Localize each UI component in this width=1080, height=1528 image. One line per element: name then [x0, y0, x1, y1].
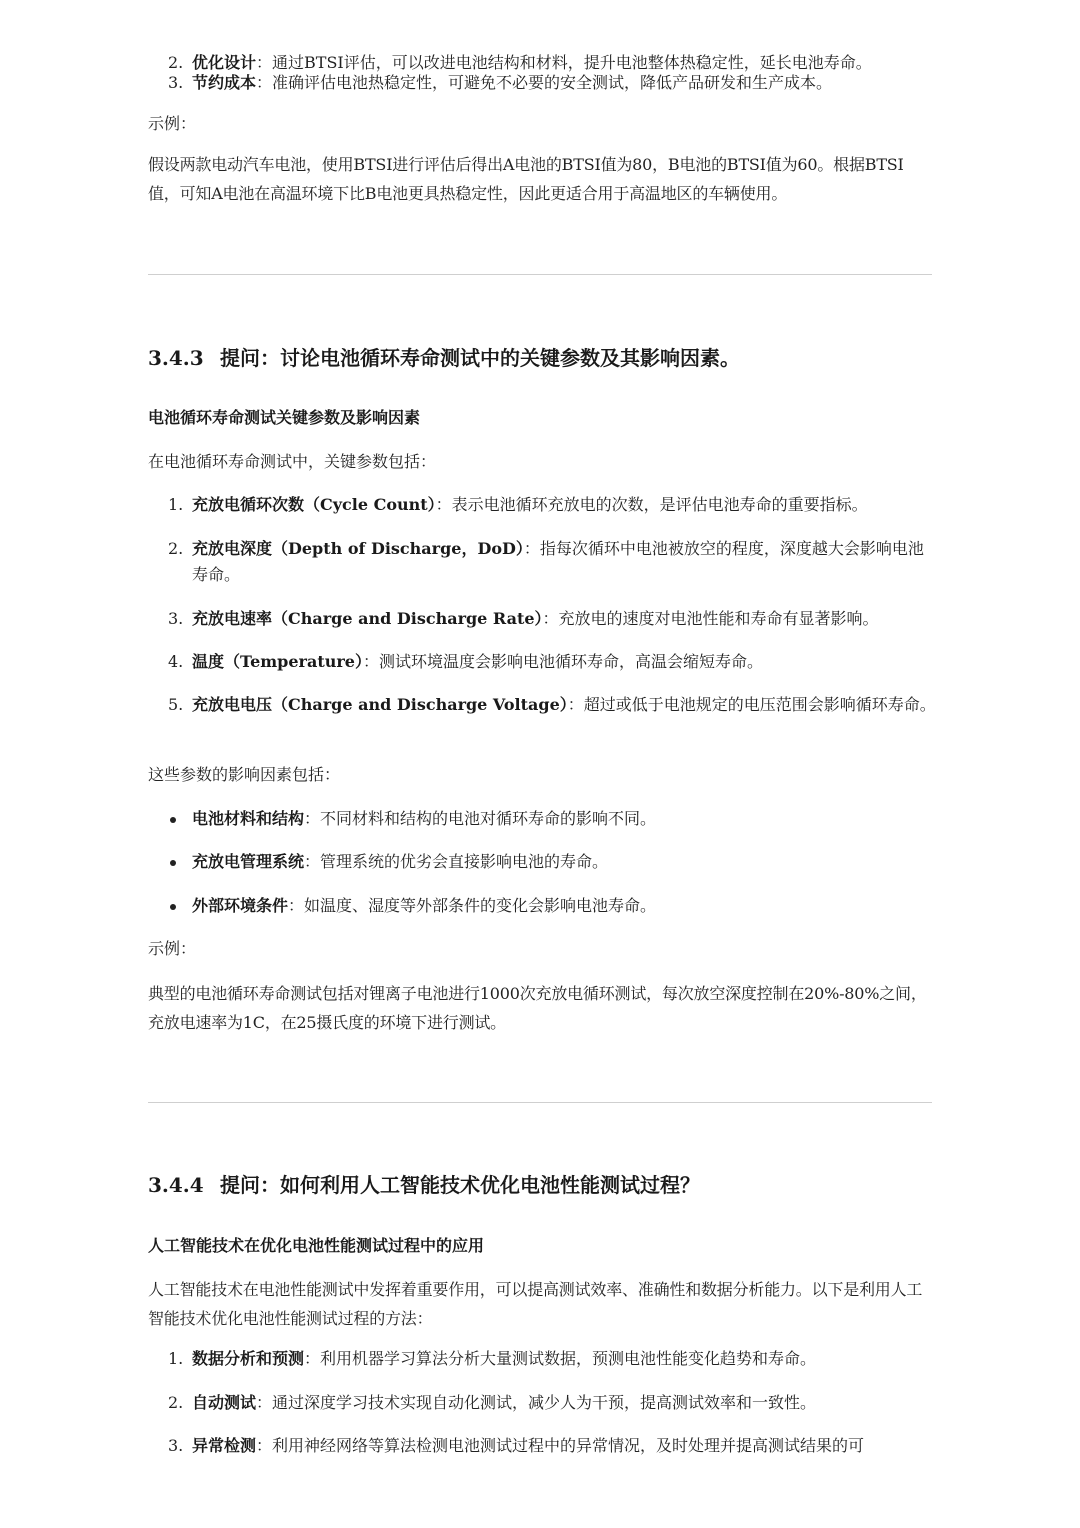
top-list-item-3: 3. 节约成本：准确评估电池热稳定性，可避免不必要的安全测试，降低产品研发和生产成本。 — [168, 73, 833, 92]
bullet-icon — [170, 904, 176, 910]
item-text: ：超过或低于电池规定的电压范围会影响循环寿命。 — [567, 695, 936, 714]
item-bold-label: 充放电深度（Depth of Discharge，DoD） — [192, 539, 524, 558]
section-number: 3.4.4 — [148, 1173, 204, 1197]
param-item-5: 5. 充放电电压（Charge and Discharge Voltage）：超过或低于电池规定的电压范围会影响循环寿命。 — [168, 695, 936, 714]
item-text: ：管理系统的优劣会直接影响电池的寿命。 — [304, 852, 609, 871]
method-item-2: 2. 自动测试：通过深度学习技术实现自动化测试，减少人为干预，提高测试效率和一致性。 — [168, 1393, 817, 1412]
method-item-3: 3. 异常检测：利用神经网络等算法检测电池测试过程中的异常情况，及时处理并提高测试结果的可 — [168, 1436, 865, 1455]
item-text: ：不同材料和结构的电池对循环寿命的影响不同。 — [304, 809, 657, 828]
top-list-item-2: 2. 优化设计：通过BTSI评估，可以改进电池结构和材料，提升电池整体热稳定性，延长电池寿命。 — [168, 53, 872, 72]
item-bold-label: 电池材料和结构 — [192, 809, 305, 828]
example-label: 示例： — [148, 114, 197, 133]
bullet-icon — [170, 817, 176, 823]
example-paragraph: 典型的电池循环寿命测试包括对锂离子电池进行1000次充放电循环测试，每次放空深度控制在20%-80%之间，充放电速率为1C，在25摄氏度的环境下进行测试。 — [148, 984, 927, 1032]
item-bold-label: 自动测试 — [192, 1393, 257, 1412]
item-text: ：通过BTSI评估，可以改进电池结构和材料，提升电池整体热稳定性，延长电池寿命。 — [256, 53, 872, 72]
item-bold-label: 数据分析和预测 — [192, 1349, 305, 1368]
item-bold-label: 异常检测 — [192, 1436, 257, 1455]
item-bold-label: 温度（Temperature） — [192, 652, 363, 671]
item-text: ：准确评估电池热稳定性，可避免不必要的安全测试，降低产品研发和生产成本。 — [256, 73, 833, 92]
section-intro: 人工智能技术在电池性能测试中发挥着重要作用，可以提高测试效率、准确性和数据分析能力。以下是利用人工智能技术优化电池性能测试过程的方法： — [148, 1280, 923, 1328]
item-text: ：测试环境温度会影响电池循环寿命，高温会缩短寿命。 — [362, 652, 763, 671]
example-paragraph: 假设两款电动汽车电池，使用BTSI进行评估后得出A电池的BTSI值为80，B电池的BTSI值为60。根据BTSI值，可知A电池在高温环境下比B电池更具热稳定性，因此更适合用于高温地区的车辆使用。 — [148, 155, 904, 203]
item-bold-label: 外部环境条件 — [192, 896, 289, 915]
section-title: 提问：讨论电池循环寿命测试中的关键参数及其影响因素。 — [220, 346, 740, 370]
section-number: 3.4.3 — [148, 346, 204, 370]
factors-intro: 这些参数的影响因素包括： — [148, 765, 341, 784]
section-divider — [148, 274, 932, 275]
section-subtitle: 人工智能技术在优化电池性能测试过程中的应用 — [148, 1236, 485, 1255]
bullet-icon — [170, 860, 176, 866]
section-intro: 在电池循环寿命测试中，关键参数包括： — [148, 452, 437, 471]
method-item-1: 1. 数据分析和预测：利用机器学习算法分析大量测试数据，预测电池性能变化趋势和寿命。 — [168, 1349, 817, 1368]
param-item-3: 3. 充放电速率（Charge and Discharge Rate）：充放电的速度对电池性能和寿命有显著影响。 — [168, 609, 879, 628]
item-bold-label: 充放电循环次数（Cycle Count） — [192, 495, 436, 514]
param-item-4: 4. 温度（Temperature）：测试环境温度会影响电池循环寿命，高温会缩短寿命。 — [168, 652, 763, 671]
item-bold-label: 节约成本 — [192, 73, 257, 92]
section-divider — [148, 1102, 932, 1103]
section-heading-3-4-3 — [148, 344, 740, 372]
item-bold-label: 充放电电压（Charge and Discharge Voltage） — [192, 695, 568, 714]
item-text: ：指每次循环中电池被放空的程度，深度越大会影响电池寿命。 — [192, 539, 924, 584]
item-text: ：利用神经网络等算法检测电池测试过程中的异常情况，及时处理并提高测试结果的可 — [256, 1436, 865, 1455]
section-subtitle: 电池循环寿命测试关键参数及影响因素 — [148, 408, 421, 427]
item-bold-label: 充放电速率（Charge and Discharge Rate） — [192, 609, 543, 628]
item-text: ：如温度、湿度等外部条件的变化会影响电池寿命。 — [288, 896, 657, 915]
item-text: ：充放电的速度对电池性能和寿命有显著影响。 — [542, 609, 879, 628]
param-item-1: 1. 充放电循环次数（Cycle Count）：表示电池循环充放电的次数，是评估电池寿命的重要指标。 — [168, 495, 868, 514]
item-text: ：通过深度学习技术实现自动化测试，减少人为干预，提高测试效率和一致性。 — [256, 1393, 817, 1412]
item-text: ：利用机器学习算法分析大量测试数据，预测电池性能变化趋势和寿命。 — [304, 1349, 817, 1368]
item-bold-label: 充放电管理系统 — [192, 852, 305, 871]
item-text: ：表示电池循环充放电的次数，是评估电池寿命的重要指标。 — [435, 495, 868, 514]
example-label: 示例： — [148, 939, 197, 958]
section-heading-3-4-4 — [148, 1171, 700, 1199]
item-bold-label: 优化设计 — [192, 53, 257, 72]
param-item-2: 2. 充放电深度（Depth of Discharge，DoD）：指每次循环中电池被放空的程度，深度越大会影响电池寿命。 — [168, 539, 924, 584]
section-title: 提问：如何利用人工智能技术优化电池性能测试过程？ — [220, 1173, 700, 1197]
